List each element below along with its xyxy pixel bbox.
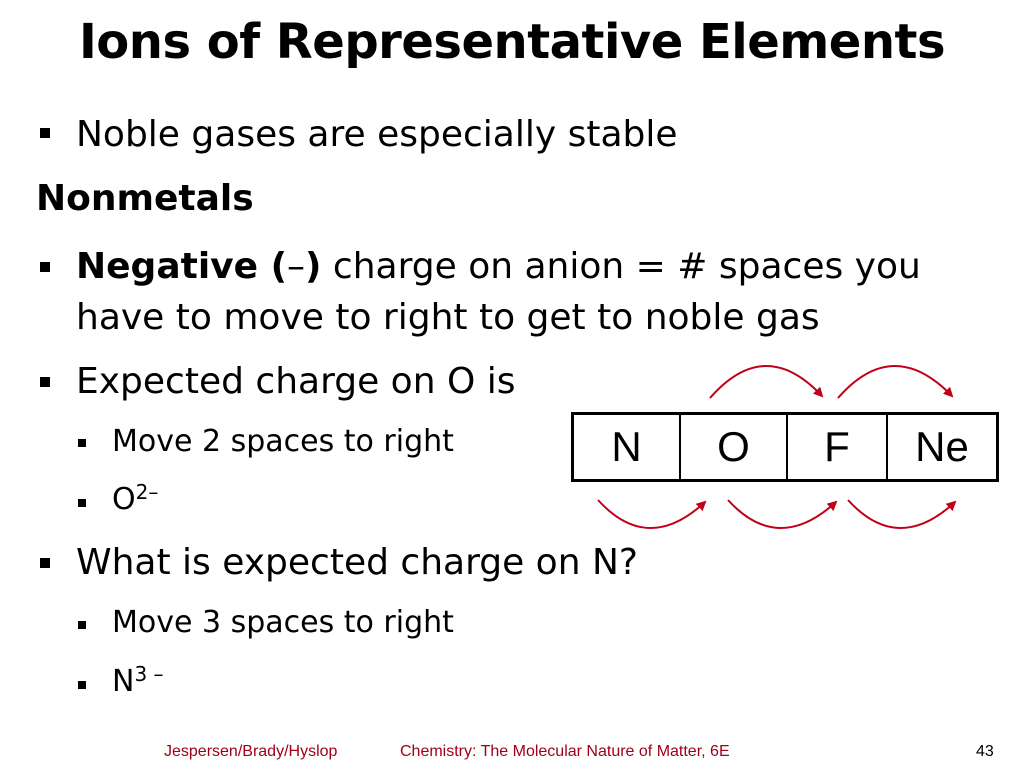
arrow-f-to-ne-lower-icon xyxy=(848,500,955,528)
n-charge: 3 – xyxy=(134,662,164,686)
minus-sign: – xyxy=(287,246,306,287)
sub-bullet-move-3: Move 3 spaces to right xyxy=(112,605,454,640)
element-cell-n: N xyxy=(574,415,681,479)
bullet-expected-charge-o: Expected charge on O is xyxy=(76,361,516,402)
negative-bold-label: Negative ( xyxy=(76,246,288,287)
slide-title: Ions of Representative Elements xyxy=(78,14,946,70)
element-cell-f: F xyxy=(788,415,888,479)
sub-bullet-move-2: Move 2 spaces to right xyxy=(112,424,454,459)
section-heading-nonmetals: Nonmetals xyxy=(36,178,254,219)
negative-rest-line1: charge on anion = # spaces you xyxy=(321,246,921,287)
arrow-f-to-ne-icon xyxy=(838,366,952,398)
negative-rest-line2: have to move to right to get to noble gas xyxy=(76,297,820,338)
footer-page-number: 43 xyxy=(976,743,994,760)
footer-book-title: Chemistry: The Molecular Nature of Matter, 6E xyxy=(400,743,730,760)
o-symbol: O xyxy=(112,482,136,517)
bullet-expected-charge-n: What is expected charge on N? xyxy=(76,542,639,583)
negative-bold-close: ) xyxy=(305,246,322,287)
arrow-o-to-f-icon xyxy=(710,366,822,398)
arrow-n-to-o-icon xyxy=(598,500,705,528)
o-charge: 2– xyxy=(135,480,159,504)
arrow-o-to-f-lower-icon xyxy=(728,500,836,528)
element-cell-o: O xyxy=(681,415,788,479)
n-symbol: N xyxy=(112,664,135,699)
bullet-noble-gases: Noble gases are especially stable xyxy=(76,114,678,155)
footer-authors: Jespersen/Brady/Hyslop xyxy=(164,743,338,760)
element-cell-ne: Ne xyxy=(915,423,969,470)
